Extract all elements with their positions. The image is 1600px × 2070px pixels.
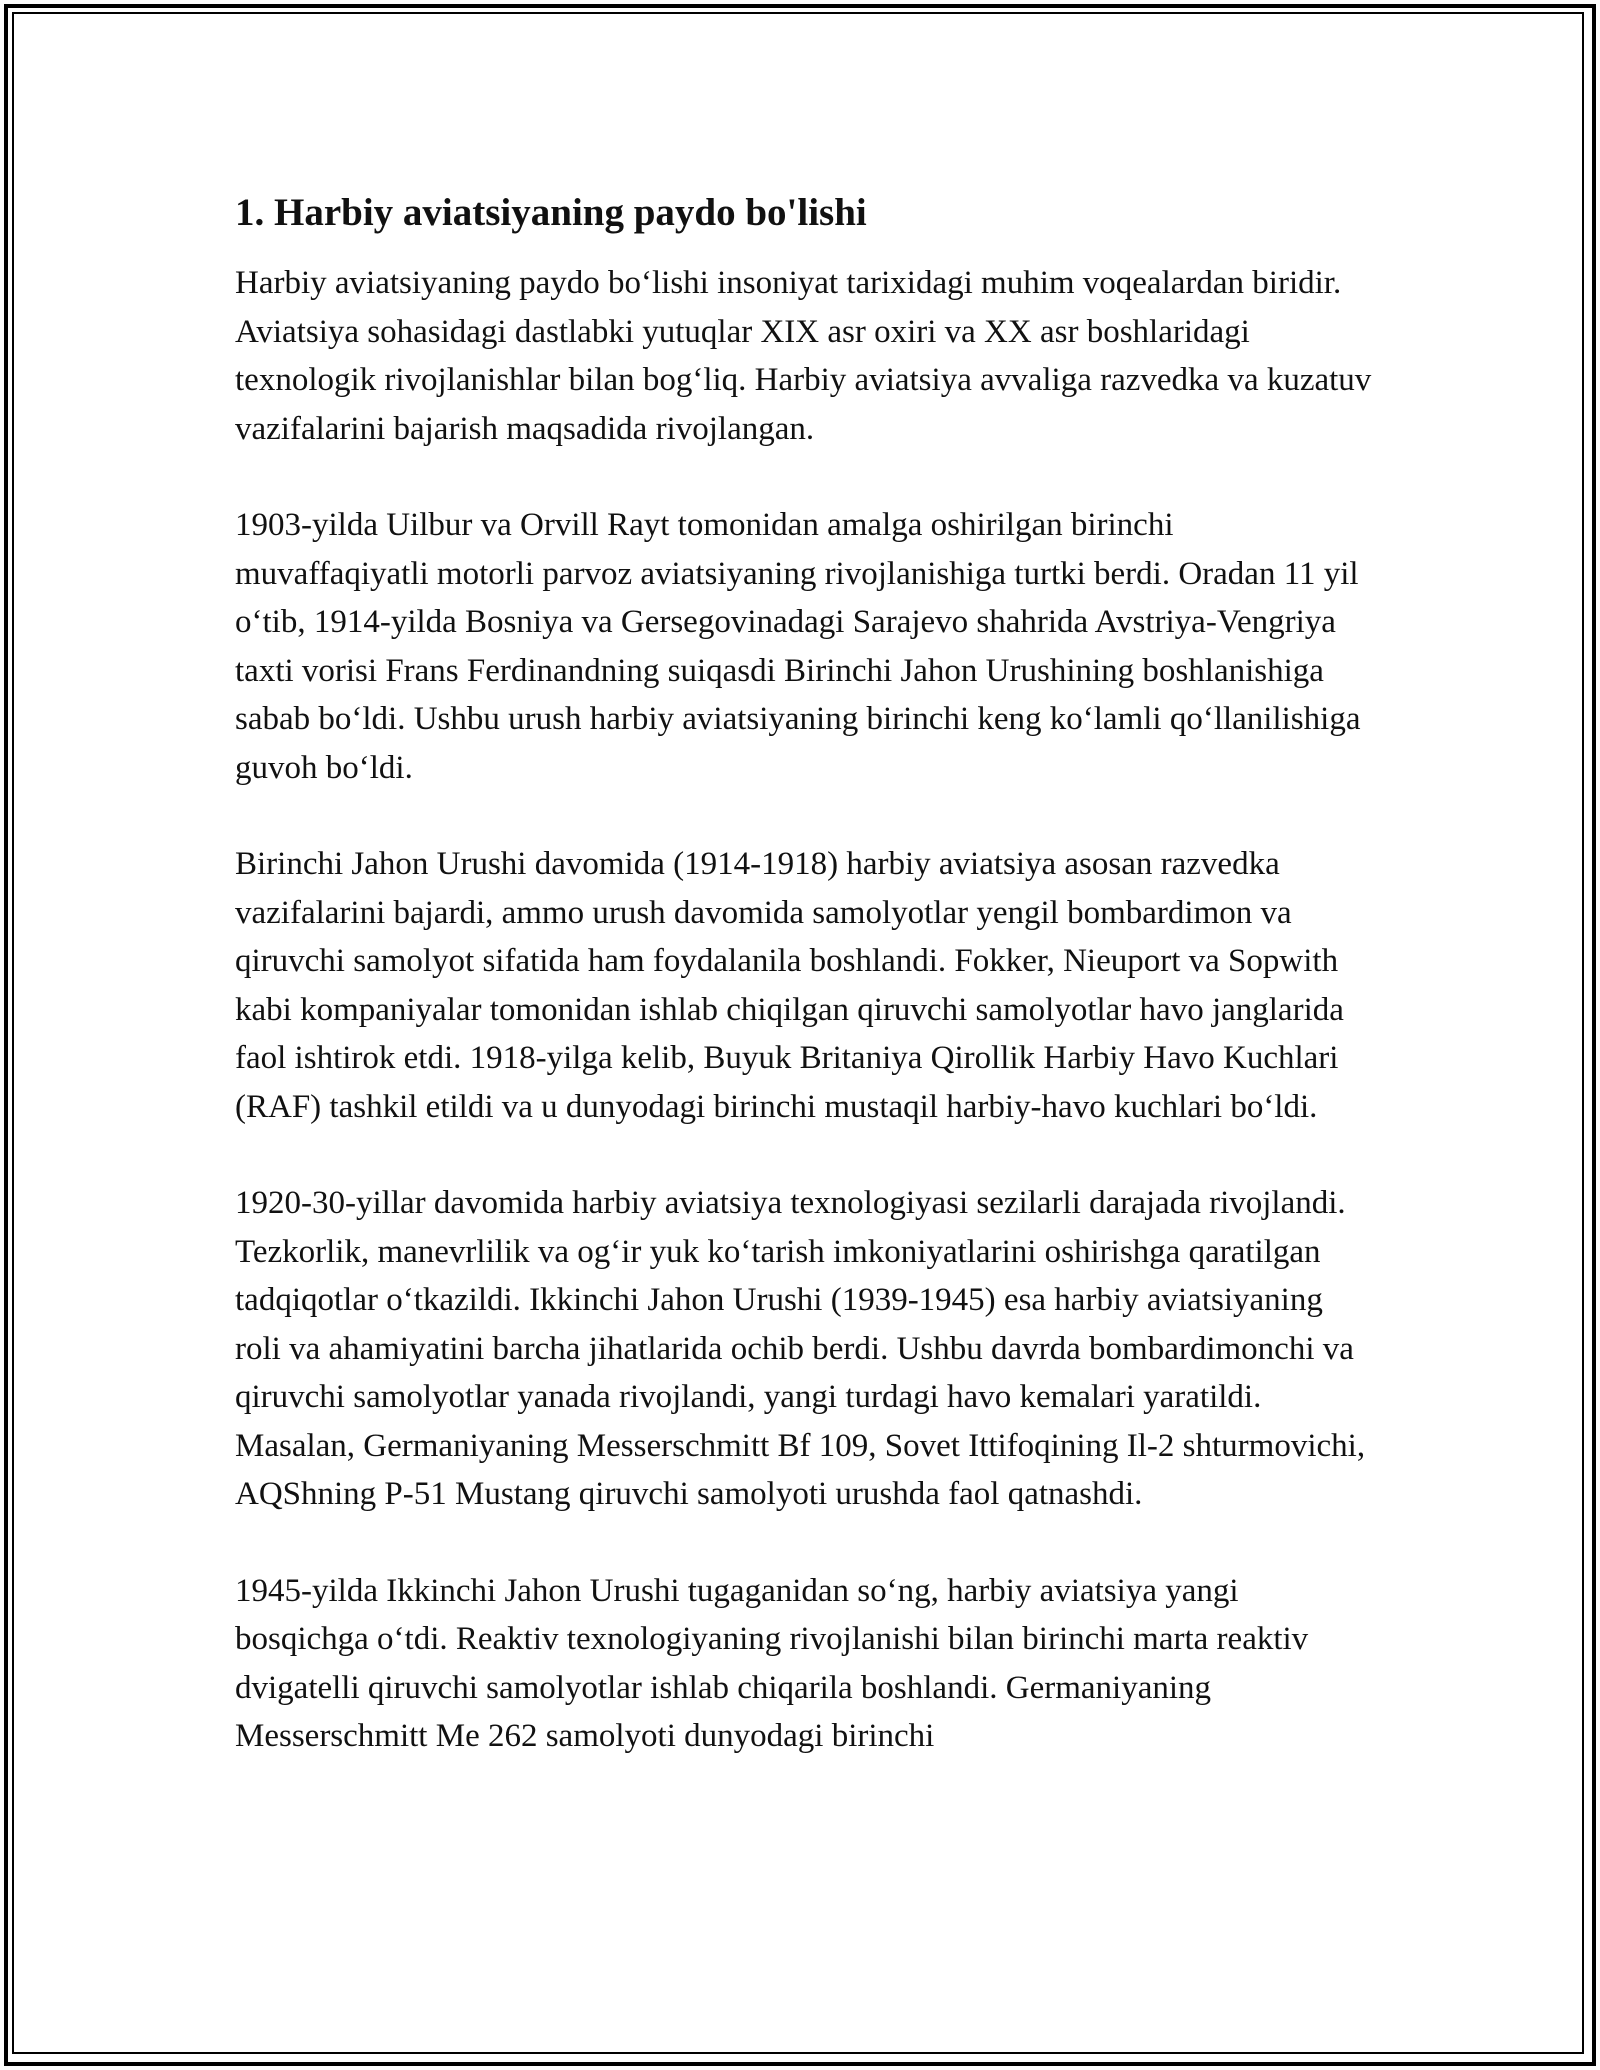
paragraph-4: 1920-30-yillar davomida harbiy aviatsiya texnologiyasi sezilarli darajada rivojlandi. Tezkorlik, manevrlilik va og‘ir yuk ko‘tarish imkoniyatlarini oshirishga qaratilgan tadqiqotlar o‘tkazildi. Ikkinchi Jahon Urushi (1939-1945) esa harbiy aviatsiyaning roli va ahamiyatini barcha jihatlarida ochib berdi. Ushbu davrda bombardimonchi va qiruvchi samolyotlar yanada rivojlandi, yangi turdagi havo kemalari yaratildi. Masalan, Germaniyaning Messerschmitt Bf 109, Sovet Ittifoqining Il-2 shturmovichi, AQShning P-51 Mustang qiruvchi samolyoti urushda faol qatnashdi. bbox=[235, 1185, 1366, 1512]
paragraph-5: 1945-yilda Ikkinchi Jahon Urushi tugaganidan so‘ng, harbiy aviatsiya yangi bosqichga o‘tdi. Reaktiv texnologiyaning rivojlanishi bilan birinchi marta reaktiv dvigatelli qiruvchi samolyotlar ishlab chiqarila boshlandi. Germaniyaning Messerschmitt Me 262 samolyoti dunyodagi birinchi bbox=[235, 1572, 1309, 1754]
paragraph-2: 1903-yilda Uilbur va Orvill Rayt tomonidan amalga oshirilgan birinchi muvaffaqiyatli motorli parvoz aviatsiyaning rivojlanishiga turtki berdi. Oradan 11 yil o‘tib, 1914-yilda Bosniya va Gersegovinadagi Sarajevo shahrida Avstriya-Vengriya taxti vorisi Frans Ferdinandning suiqasdi Birinchi Jahon Urushining boshlanishiga sabab bo‘ldi. Ushbu urush harbiy aviatsiyaning birinchi keng ko‘lamli qo‘llanilishiga guvoh bo‘ldi. bbox=[235, 507, 1361, 786]
section-heading: 1. Harbiy aviatsiyaning paydo bo'lishi bbox=[235, 191, 867, 234]
document-body bbox=[235, 185, 1375, 1809]
paragraph-1: Harbiy aviatsiyaning paydo bo‘lishi insoniyat tarixidagi muhim voqealardan biridir. Aviatsiya sohasidagi dastlabki yutuqlar XIX asr oxiri va XX asr boshlaridagi texnologik rivojlanishlar bilan bog‘liq. Harbiy aviatsiya avvaliga razvedka va kuzatuv vazifalarini bajarish maqsadida rivojlangan. bbox=[235, 265, 1372, 447]
paragraph-3: Birinchi Jahon Urushi davomida (1914-1918) harbiy aviatsiya asosan razvedka vazifalarini bajardi, ammo urush davomida samolyotlar yengil bombardimon va qiruvchi samolyot sifatida ham foydalanila boshlandi. Fokker, Nieuport va Sopwith kabi kompaniyalar tomonidan ishlab chiqilgan qiruvchi samolyotlar havo janglarida faol ishtirok etdi. 1918-yilga kelib, Buyuk Britaniya Qirollik Harbiy Havo Kuchlari (RAF) tashkil etildi va u dunyodagi birinchi mustaqil harbiy-havo kuchlari bo‘ldi. bbox=[235, 846, 1344, 1125]
